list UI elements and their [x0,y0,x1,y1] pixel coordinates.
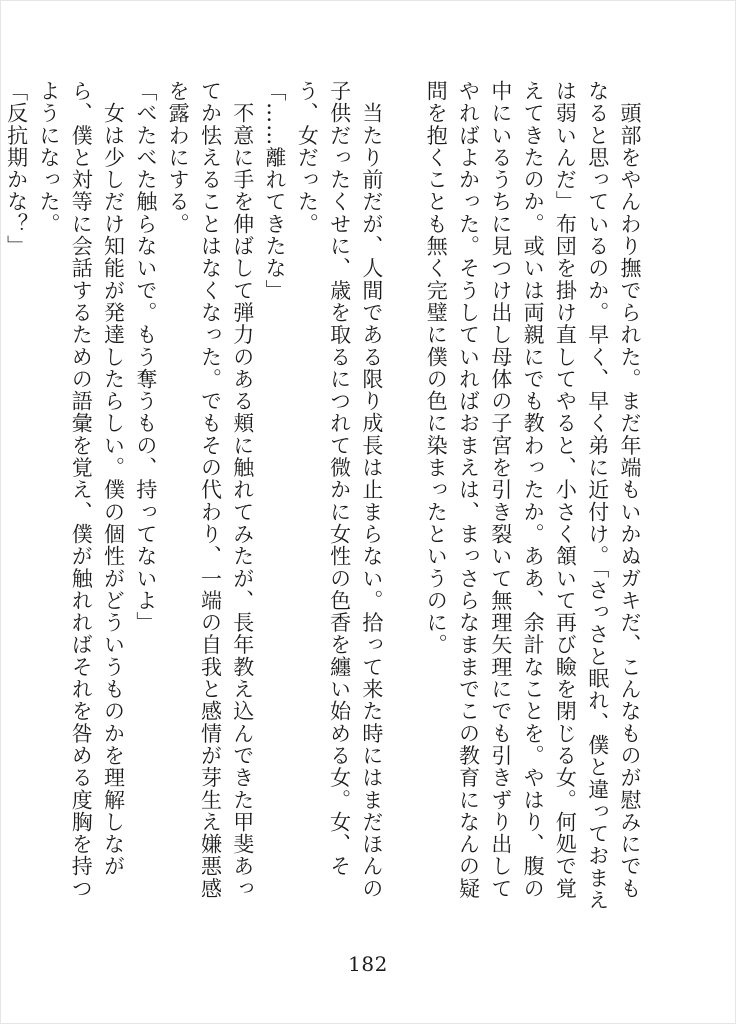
paragraph-growing-up: 当たり前だが、人間である限り成長は止まらない。拾って来た時にはまだほんの子供だったくせに、歳を取るにつれて微かに女性の色香を纏い始める女。女、そう、女だった。 [295,80,384,900]
dialogue-line: 「べたべた触らないで。もう奪うもの、持ってないよ」 [133,80,158,634]
paragraph-intelligence: 女は少しだけ知能が発達したらしい。僕の個性がどういうものかを理解しながら、僕と対等に会話するための語彙を覚え、僕が触れればそれを咎める度胸を持つようになった。 [36,80,126,900]
paragraph-head-pat: 頭部をやんわり撫でられた。まだ年端もいかぬガキだ、こんなものが慰みにでもなると思っているのか。早く、早く弟に近付け。「さっさと眠れ、僕と違っておまえは弱いんだ」布団を掛け直してやると、小さく頷いて再び瞼を閉じる女。何処で覚えてきたのか。或いは両親にでも教わったか。ああ、余計なことを。やはり、腹の中にいるうちに見つけ出し母体の子宮を引き裂いて無理矢理にでも引きずり出してやればよかった。そうしていればおまえは、まっさらなままでこの教育になんの疑問を抱くことも無く完璧に僕の色に染まったというのに。 [424,80,642,912]
vertical-text-block [4,80,646,918]
scene-break [388,80,420,918]
dialogue-line: 「……離れてきたな」 [263,80,288,302]
dialogue-line: 「反抗期かな？」 [4,80,29,258]
paragraph-touch-cheek: 不意に手を伸ばして弾力のある頬に触れてみたが、長年教え込んできた甲斐あってか怯えることはなくなった。でもその代わり、一端の自我と感情が芽生え嫌悪感を露わにする。 [166,80,255,900]
page-number: 182 [348,952,388,976]
